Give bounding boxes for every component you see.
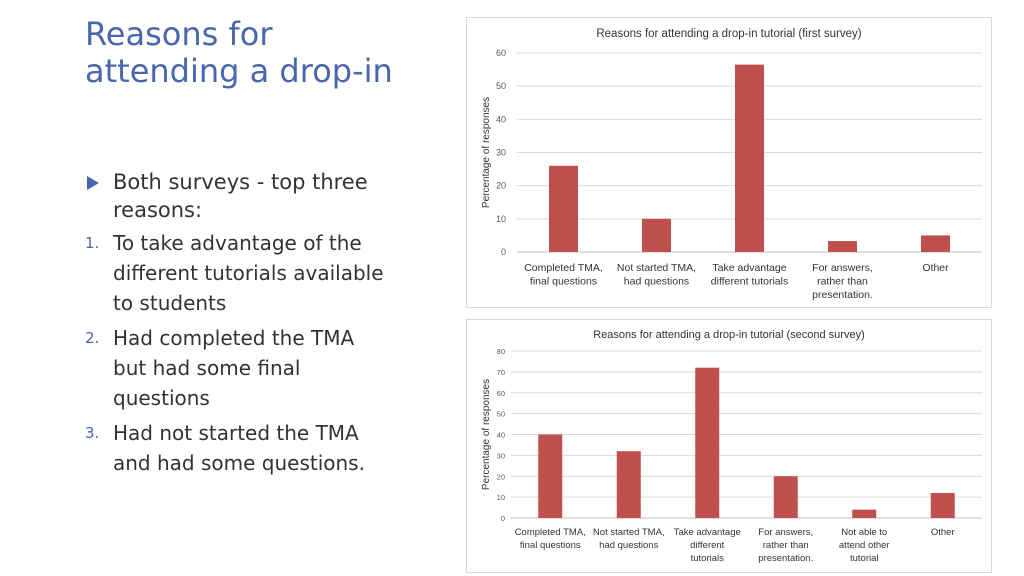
x-category-label: Not started TMA, had questions [592,527,665,551]
bar [828,241,857,252]
y-tick-label: 50 [496,409,505,419]
y-tick-label: 0 [500,514,505,523]
triangle-bullet-icon [87,176,99,190]
bar [931,493,955,518]
slide-title: Reasons for attending a drop-in [85,15,393,90]
chart-title: Reasons for attending a drop-in tutorial (first survey) [596,28,862,40]
x-category-label: Not able to attend other tutorial [838,527,890,564]
lead-bullet [85,168,385,224]
x-category-label: Other [930,527,955,538]
list-item [85,418,385,478]
bar [549,166,578,252]
y-axis-label: Percentage of responses [481,378,492,491]
x-category-label: Completed TMA, final questions [524,262,603,288]
y-tick-label: 10 [496,493,505,503]
x-category-label: Other [922,262,949,274]
bar [735,65,764,252]
y-tick-label: 50 [495,81,506,92]
y-tick-label: 20 [495,180,506,191]
y-tick-label: 60 [496,388,505,398]
bar [852,510,876,518]
y-tick-label: 20 [496,472,505,482]
list-item-text: Had completed the TMA but had some final questions [113,326,355,410]
bar [617,451,641,518]
x-category-label: For answers, rather than presentation. [758,527,814,564]
lead-bullet-text: Both surveys - top three reasons: [113,170,368,222]
x-category-label: Take advantage different tutorials [673,527,741,564]
y-axis-label: Percentage of responses [481,96,492,209]
list-item-text: Had not started the TMA and had some questions. [113,421,365,475]
y-tick-label: 30 [496,451,505,461]
reasons-list [85,228,385,478]
bar [538,435,562,519]
second-survey-chart [466,319,992,573]
x-category-label: Take advantage different tutorials [710,262,789,288]
y-tick-label: 40 [495,114,506,125]
y-tick-label: 60 [495,48,506,58]
y-tick-label: 80 [496,347,505,356]
list-item [85,228,385,318]
x-category-label: Completed TMA, final questions [514,527,586,551]
y-tick-label: 70 [496,367,505,377]
list-number: 2. [85,329,100,347]
first-survey-chart-svg [467,18,991,307]
bar [774,476,798,518]
first-survey-chart [466,17,992,308]
chart-title: Reasons for attending a drop-in tutorial (second survey) [593,329,865,341]
list-number: 1. [85,234,100,252]
list-item-text: To take advantage of the different tutorials available to students [113,231,384,315]
x-category-label: Not started TMA, had questions [616,262,697,288]
y-tick-label: 0 [500,247,506,257]
second-survey-chart-svg [467,320,991,572]
list-item [85,323,385,413]
bar [695,368,719,518]
x-category-label: For answers, rather than presentation. [812,262,873,301]
list-number: 3. [85,424,100,442]
bar [921,235,950,252]
y-tick-label: 10 [495,213,506,224]
y-tick-label: 40 [496,430,505,440]
bullet-list [85,168,385,483]
bar [642,219,671,252]
y-tick-label: 30 [495,147,506,158]
